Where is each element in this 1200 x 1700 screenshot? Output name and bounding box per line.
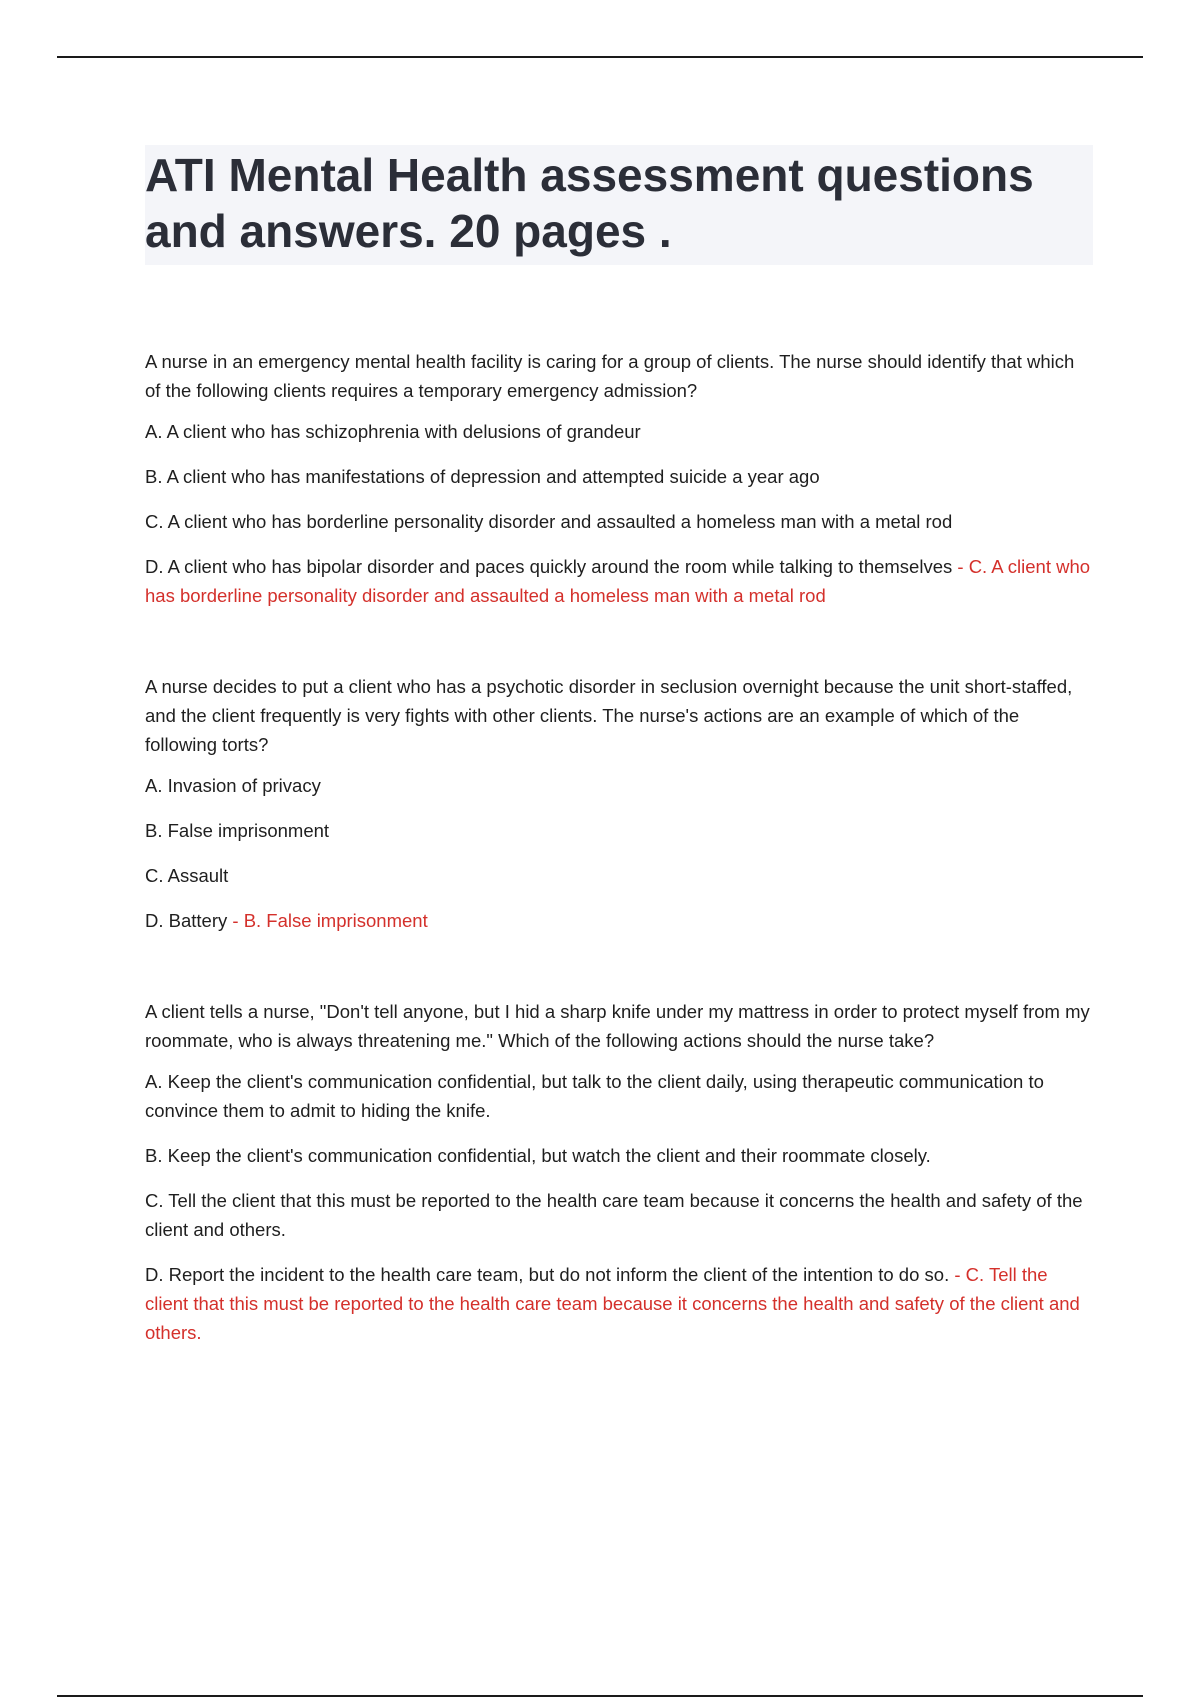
- answer-text: - B. False imprisonment: [227, 910, 428, 931]
- answer-text: - C. Tell the client that this must be reported to the health care team because it concerns the health and safety of the client and others.: [145, 1264, 1080, 1343]
- question-text: A nurse decides to put a client who has a psychotic disorder in seclusion overnight because the unit short-staffed, and the client frequently is very fights with other clients. The nurse's actions are an example of which of the following torts?: [145, 676, 1073, 755]
- option-d-with-answer: [145, 552, 1093, 610]
- question-text: A client tells a nurse, "Don't tell anyone, but I hid a sharp knife under my mattress in order to protect myself from my roommate, who is always threatening me." Which of the following actions should the nurse take?: [145, 1001, 1090, 1051]
- option-b: B. False imprisonment: [145, 820, 330, 841]
- option-b: B. A client who has manifestations of depression and attempted suicide a year ago: [145, 466, 820, 487]
- bottom-rule: [57, 1695, 1143, 1697]
- option-d-with-answer: [145, 906, 1093, 935]
- question-block-1: [145, 347, 1093, 610]
- option-a: A. A client who has schizophrenia with delusions of grandeur: [145, 421, 641, 442]
- question-block-3: [145, 997, 1093, 1347]
- title-block: [145, 145, 1093, 265]
- question-block-2: [145, 672, 1093, 935]
- document-body: [145, 145, 1093, 1347]
- answer-text: - C. A client who has borderline personality disorder and assaulted a homeless man with a metal rod: [145, 556, 1091, 606]
- document-title: ATI Mental Health assessment questions and answers. 20 pages .: [145, 149, 1034, 257]
- top-rule: [57, 56, 1143, 58]
- option-d-with-answer: [145, 1260, 1093, 1347]
- question-text: A nurse in an emergency mental health facility is caring for a group of clients. The nurse should identify that which of the following clients requires a temporary emergency admission?: [145, 351, 1075, 401]
- option-a: A. Invasion of privacy: [145, 775, 321, 796]
- option-c: C. A client who has borderline personality disorder and assaulted a homeless man with a metal rod: [145, 511, 953, 532]
- option-d: D. Battery: [145, 910, 228, 931]
- option-a: A. Keep the client's communication confidential, but talk to the client daily, using therapeutic communication to convince them to admit to hiding the knife.: [145, 1071, 1044, 1121]
- option-b: B. Keep the client's communication confidential, but watch the client and their roommate closely.: [145, 1145, 931, 1166]
- option-d: D. A client who has bipolar disorder and paces quickly around the room while talking to themselves: [145, 556, 953, 577]
- option-c: C. Assault: [145, 865, 229, 886]
- option-c: C. Tell the client that this must be reported to the health care team because it concerns the health and safety of the client and others.: [145, 1190, 1083, 1240]
- option-d: D. Report the incident to the health care team, but do not inform the client of the intention to do so.: [145, 1264, 950, 1285]
